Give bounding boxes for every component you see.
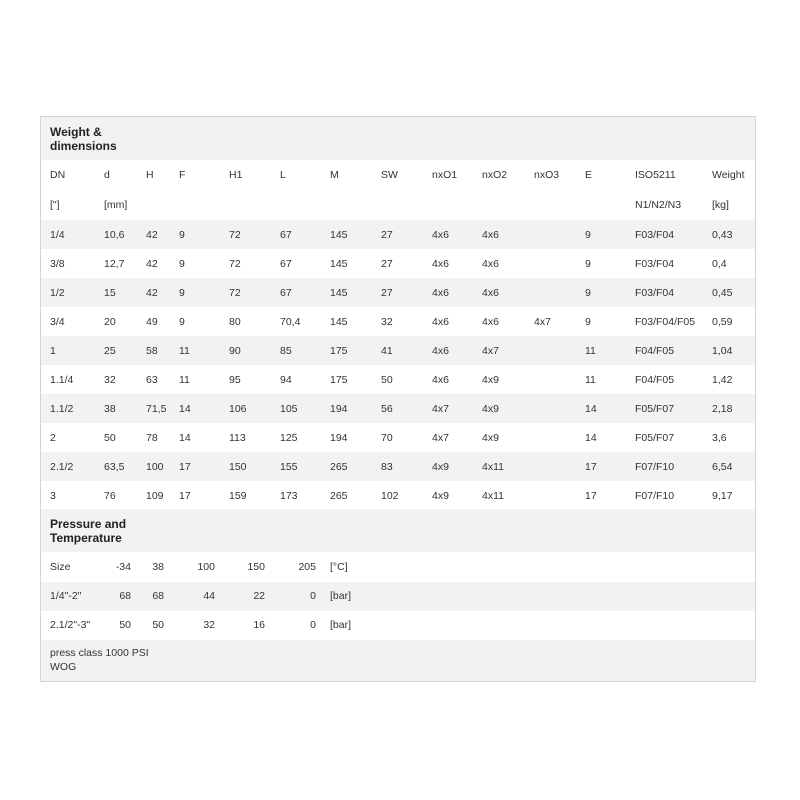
- table-cell: 67: [280, 258, 292, 270]
- table-cell: 12,7: [104, 258, 125, 270]
- table-cell: 4x7: [482, 345, 499, 357]
- table-cell: 1.1/2: [50, 403, 74, 415]
- table-cell: 78: [146, 432, 158, 444]
- table-cell: 17: [585, 490, 597, 502]
- column-header: M: [330, 169, 339, 181]
- note-line: WOG: [50, 661, 77, 673]
- table-cell: F03/F04: [635, 258, 675, 270]
- dimensions-title: [50, 125, 117, 153]
- unit-label: [mm]: [104, 199, 128, 211]
- table-cell: 0,43: [712, 229, 733, 241]
- table-cell: F03/F04: [635, 287, 675, 299]
- table-cell: 14: [585, 403, 597, 415]
- table-cell: F05/F07: [635, 432, 675, 444]
- table-cell: 90: [229, 345, 241, 357]
- table-cell: 4x6: [432, 316, 449, 328]
- pressure-size-label: Size: [50, 561, 71, 573]
- table-cell: 194: [330, 432, 348, 444]
- table-cell: 27: [381, 229, 393, 241]
- column-header: d: [104, 169, 110, 181]
- table-cell: 102: [381, 490, 399, 502]
- table-cell: 72: [229, 287, 241, 299]
- table-cell: 4x9: [482, 403, 499, 415]
- table-cell: 94: [280, 374, 292, 386]
- table-cell: 4x9: [482, 374, 499, 386]
- table-cell: 4x6: [482, 229, 499, 241]
- table-cell: 50: [381, 374, 393, 386]
- table-cell: 83: [381, 461, 393, 473]
- dimensions-title-band: [41, 117, 755, 160]
- pressure-unit: [bar]: [330, 590, 352, 602]
- pressure-value: 100: [197, 561, 215, 573]
- table-cell: 9: [179, 229, 185, 241]
- table-cell: 9: [585, 316, 591, 328]
- pressure-value: 0: [310, 590, 316, 602]
- table-cell: 67: [280, 287, 292, 299]
- table-cell: 0,45: [712, 287, 733, 299]
- pressure-title-line: Temperature: [50, 531, 122, 545]
- table-cell: 2.1/2: [50, 461, 74, 473]
- column-header: L: [280, 169, 286, 181]
- table-cell: 4x7: [432, 432, 449, 444]
- table-cell: 11: [179, 345, 190, 357]
- table-cell: 155: [280, 461, 298, 473]
- table-cell: 42: [146, 229, 158, 241]
- table-cell: 72: [229, 258, 241, 270]
- table-cell: 67: [280, 229, 292, 241]
- table-cell: 32: [381, 316, 393, 328]
- table-cell: 17: [585, 461, 597, 473]
- table-cell: 56: [381, 403, 393, 415]
- table-cell: 10,6: [104, 229, 125, 241]
- table-cell: 194: [330, 403, 348, 415]
- pressure-title-band: [41, 509, 755, 552]
- table-cell: 2: [50, 432, 56, 444]
- table-cell: 49: [146, 316, 158, 328]
- table-cell: 4x9: [432, 490, 449, 502]
- table-cell: F03/F04: [635, 229, 675, 241]
- table-cell: 105: [280, 403, 298, 415]
- table-cell: 1.1/4: [50, 374, 74, 386]
- table-cell: 4x11: [482, 490, 504, 502]
- pressure-value: 50: [152, 619, 164, 631]
- pressure-unit: [bar]: [330, 619, 352, 631]
- dimensions-title-line: dimensions: [50, 139, 117, 153]
- table-cell: 76: [104, 490, 116, 502]
- unit-label: N1/N2/N3: [635, 199, 682, 211]
- table-cell: 265: [330, 461, 348, 473]
- table-cell: 14: [179, 403, 191, 415]
- table-cell: 58: [146, 345, 158, 357]
- table-cell: 159: [229, 490, 247, 502]
- table-cell: 9,17: [712, 490, 733, 502]
- table-cell: 63,5: [104, 461, 125, 473]
- column-header: nxO3: [534, 169, 560, 181]
- table-cell: 41: [381, 345, 393, 357]
- table-cell: 0,59: [712, 316, 733, 328]
- pressure-value: -34: [115, 561, 131, 573]
- pressure-unit: [°C]: [330, 561, 348, 573]
- table-cell: 27: [381, 258, 393, 270]
- column-header: Weight: [712, 169, 745, 181]
- dimensions-title-line: Weight &: [50, 125, 102, 139]
- table-cell: F07/F10: [635, 490, 675, 502]
- table-cell: F04/F05: [635, 345, 675, 357]
- table-cell: 9: [179, 258, 185, 270]
- table-cell: 9: [179, 287, 185, 299]
- pressure-value: 50: [119, 619, 131, 631]
- column-header: H1: [229, 169, 243, 181]
- pressure-value: 68: [119, 590, 131, 602]
- table-cell: 6,54: [712, 461, 733, 473]
- table-cell: 175: [330, 374, 348, 386]
- table-cell: 1/2: [50, 287, 65, 299]
- table-cell: F05/F07: [635, 403, 675, 415]
- table-cell: 4x9: [432, 461, 449, 473]
- pressure-value: 32: [203, 619, 215, 631]
- specification-table: [40, 116, 756, 682]
- table-cell: 3,6: [712, 432, 727, 444]
- table-cell: 175: [330, 345, 348, 357]
- table-cell: 0,4: [712, 258, 727, 270]
- pressure-value: 22: [253, 590, 265, 602]
- pressure-value: 38: [152, 561, 164, 573]
- table-cell: 145: [330, 316, 348, 328]
- table-cell: 11: [585, 374, 596, 386]
- pressure-class-note: [50, 646, 149, 674]
- table-cell: 1: [50, 345, 56, 357]
- table-cell: 9: [585, 287, 591, 299]
- table-cell: 85: [280, 345, 292, 357]
- column-header: ISO5211: [635, 169, 676, 181]
- table-cell: 3/4: [50, 316, 65, 328]
- pressure-value: 16: [253, 619, 265, 631]
- table-cell: 2,18: [712, 403, 733, 415]
- column-header: E: [585, 169, 593, 181]
- table-cell: 32: [104, 374, 116, 386]
- table-cell: 25: [104, 345, 116, 357]
- table-cell: 9: [179, 316, 185, 328]
- table-cell: 4x7: [432, 403, 449, 415]
- table-cell: 14: [179, 432, 191, 444]
- table-cell: 9: [585, 258, 591, 270]
- table-cell: 4x6: [432, 345, 449, 357]
- table-cell: 150: [229, 461, 247, 473]
- table-cell: 4x6: [482, 316, 499, 328]
- table-cell: F04/F05: [635, 374, 675, 386]
- pressure-size-label: 2.1/2"-3": [50, 619, 91, 631]
- pressure-value: 150: [247, 561, 265, 573]
- table-cell: 14: [585, 432, 597, 444]
- table-cell: 80: [229, 316, 241, 328]
- table-cell: 50: [104, 432, 116, 444]
- table-cell: 17: [179, 490, 191, 502]
- table-cell: 4x6: [432, 287, 449, 299]
- table-cell: 4x6: [432, 258, 449, 270]
- table-cell: 4x7: [534, 316, 551, 328]
- table-cell: 38: [104, 403, 116, 415]
- table-cell: 1/4: [50, 229, 65, 241]
- pressure-value: 68: [152, 590, 164, 602]
- table-cell: 113: [229, 432, 246, 444]
- note-line: press class 1000 PSI: [50, 647, 149, 659]
- table-cell: 145: [330, 258, 348, 270]
- table-cell: 42: [146, 258, 158, 270]
- table-cell: F07/F10: [635, 461, 675, 473]
- pressure-value: 44: [203, 590, 215, 602]
- table-cell: F03/F04/F05: [635, 316, 696, 328]
- column-header: F: [179, 169, 186, 181]
- table-cell: 125: [280, 432, 298, 444]
- column-header: SW: [381, 169, 398, 181]
- table-cell: 42: [146, 287, 158, 299]
- table-cell: 1,42: [712, 374, 733, 386]
- table-cell: 100: [146, 461, 164, 473]
- table-cell: 265: [330, 490, 348, 502]
- column-header: nxO1: [432, 169, 458, 181]
- table-cell: 70: [381, 432, 393, 444]
- table-cell: 4x6: [482, 287, 499, 299]
- pressure-size-label: 1/4"-2": [50, 590, 82, 602]
- table-cell: 4x11: [482, 461, 504, 473]
- pressure-value: 0: [310, 619, 316, 631]
- table-cell: 109: [146, 490, 164, 502]
- table-cell: 4x6: [482, 258, 499, 270]
- table-cell: 4x6: [432, 374, 449, 386]
- table-cell: 145: [330, 229, 348, 241]
- column-header: DN: [50, 169, 66, 181]
- table-cell: 145: [330, 287, 348, 299]
- pressure-title-line: Pressure and: [50, 517, 127, 531]
- table-cell: 11: [179, 374, 190, 386]
- table-cell: 4x6: [432, 229, 449, 241]
- table-cell: 4x9: [482, 432, 499, 444]
- table-cell: 3: [50, 490, 56, 502]
- table-cell: 71,5: [146, 403, 167, 415]
- column-header: nxO2: [482, 169, 508, 181]
- table-cell: 3/8: [50, 258, 65, 270]
- table-cell: 27: [381, 287, 393, 299]
- pressure-title: [50, 517, 126, 545]
- table-cell: 11: [585, 345, 596, 357]
- table-cell: 20: [104, 316, 116, 328]
- table-cell: 72: [229, 229, 241, 241]
- unit-label: [kg]: [712, 199, 729, 211]
- column-header: H: [146, 169, 154, 181]
- unit-label: ["]: [50, 199, 60, 211]
- table-cell: 9: [585, 229, 591, 241]
- table-cell: 63: [146, 374, 158, 386]
- pressure-value: 205: [298, 561, 316, 573]
- table-cell: 1,04: [712, 345, 733, 357]
- table-cell: 106: [229, 403, 247, 415]
- table-cell: 95: [229, 374, 241, 386]
- table-cell: 15: [104, 287, 116, 299]
- table-cell: 70,4: [280, 316, 301, 328]
- table-cell: 173: [280, 490, 298, 502]
- table-cell: 17: [179, 461, 191, 473]
